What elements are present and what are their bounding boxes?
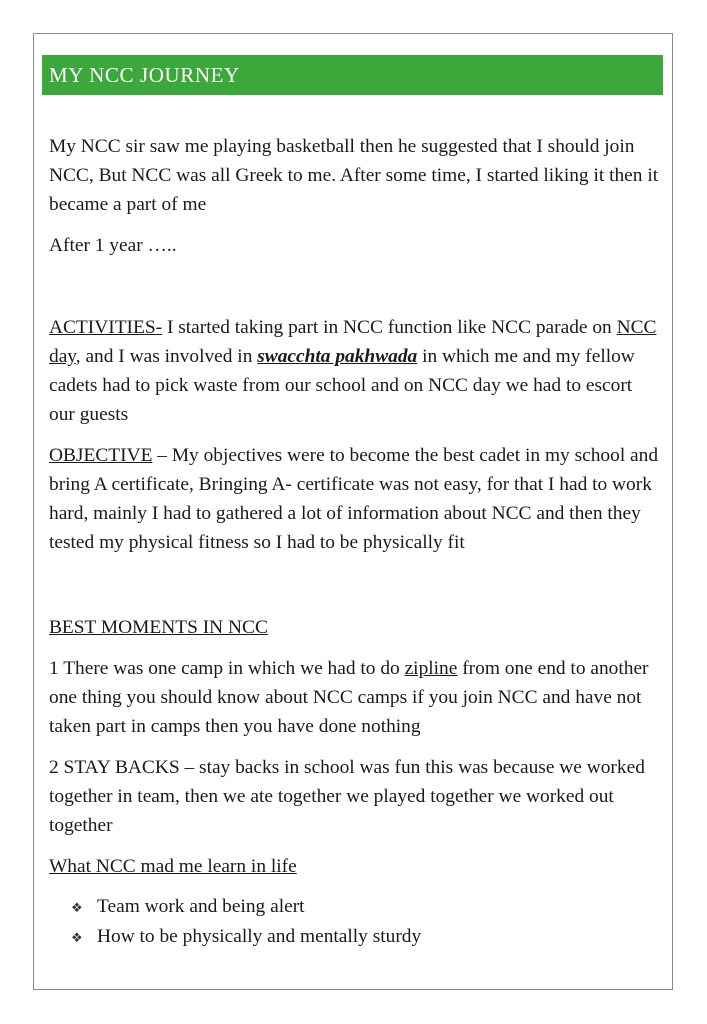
best-moment-1-text-a: 1 There was one camp in which we had to do: [49, 658, 405, 679]
list-item: [71, 892, 661, 922]
learn-item-text: Team work and being alert: [97, 896, 305, 917]
activities-paragraph: [49, 313, 661, 429]
learn-list: [49, 892, 661, 952]
intro-paragraph: My NCC sir saw me playing basketball then he suggested that I should join NCC, But NCC was all Greek to me. After some time, I started liking it then it became a part of me: [49, 136, 659, 215]
learn-item-text: How to be physically and mentally sturdy: [97, 926, 422, 947]
objective-heading: OBJECTIVE: [49, 445, 153, 466]
best-moment-1: [49, 654, 661, 741]
zipline-text: zipline: [404, 658, 458, 679]
activities-heading: ACTIVITIES-: [49, 317, 163, 338]
objective-text: – My objectives were to become the best cadet in my school and bring A certificate, Bringing A- certificate was not easy, for that I had to work hard, mainly I had to gathered a lot of information about NCC and then they tested my physical fitness so I had to be physically fit: [49, 445, 659, 553]
activities-text-3: in which me and my fellow cadets had to pick waste from our school and on NCC day we had to escort our guests: [49, 346, 635, 425]
learn-heading: What NCC mad me learn in life: [49, 856, 297, 877]
best-moment-1-text-b: from one end to another one thing you should know about NCC camps if you join NCC and have not taken part in camps then you have done nothing: [49, 658, 649, 737]
title-banner: [42, 55, 663, 95]
list-item: [71, 922, 661, 952]
activities-text-2: , and I was involved in: [75, 346, 258, 367]
activities-text-1: I started taking part in NCC function like NCC parade on: [162, 317, 617, 338]
best-moment-2: 2 STAY BACKS – stay backs in school was fun this was because we worked together in team, then we ate together we played together we worked out together: [49, 757, 645, 836]
ncc-day-text: NCC day: [49, 317, 657, 367]
diamond-bullet-icon: ❖: [71, 900, 83, 915]
swacchta-pakhwada-text: swacchta pakhwada: [257, 346, 418, 367]
document-body: [49, 132, 661, 952]
diamond-bullet-icon: ❖: [71, 930, 83, 945]
after-year-line: After 1 year …..: [49, 235, 177, 256]
page-title: MY NCC JOURNEY: [49, 62, 240, 87]
best-moments-heading: BEST MOMENTS IN NCC: [49, 617, 268, 638]
objective-paragraph: [49, 441, 661, 557]
